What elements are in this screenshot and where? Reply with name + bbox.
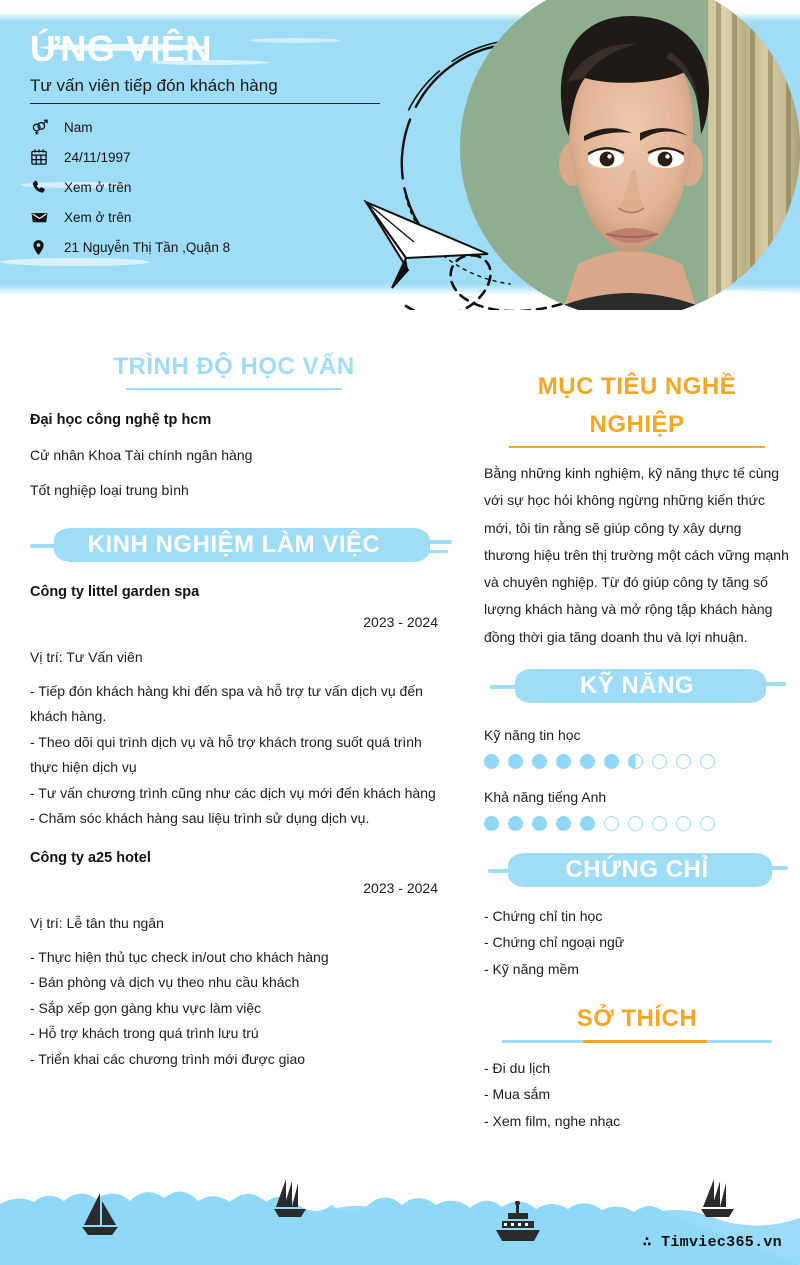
- bullet-item: - Tiếp đón khách hàng khi đến spa và hỗ trợ tư vấn dịch vụ đến khách hàng.: [30, 683, 423, 725]
- rating-dot: [652, 816, 667, 831]
- certificates-heading: CHỨNG CHỈ: [565, 856, 709, 884]
- education-line: Tốt nghiệp loại trung bình: [30, 482, 189, 498]
- rating-dot: [532, 816, 547, 831]
- rating-dot: [556, 754, 571, 769]
- phone-icon: [30, 179, 64, 196]
- bullet-item: - Sắp xếp gọn gàng khu vực làm việc: [30, 999, 262, 1016]
- bullet-item: - Hỗ trợ khách trong quá trình lưu trú: [30, 1025, 259, 1042]
- left-column: [0, 352, 468, 1072]
- experience-company: Công ty littel garden spa: [30, 584, 200, 600]
- hobbies-heading-underline: [502, 1040, 772, 1043]
- skills-heading: KỸ NĂNG: [579, 672, 695, 700]
- contact-value-address: 21 Nguyễn Thị Tần ,Quận 8: [64, 239, 231, 255]
- certificate-item: - Kỹ năng mềm: [484, 960, 579, 977]
- skill-rating-dots: [484, 754, 790, 769]
- rating-dot: [628, 816, 643, 831]
- section-skills: [484, 665, 790, 831]
- sailboat-icon: [78, 1191, 122, 1237]
- bullet-item: - Theo dõi qui trình dịch vụ và hỗ trợ khách trong suốt quá trình thực hiện dịch vụ: [30, 733, 422, 776]
- steamship-icon: [494, 1201, 544, 1245]
- contact-row-phone: [30, 172, 230, 202]
- rating-dot: [604, 754, 619, 769]
- contact-row-email: [30, 202, 230, 232]
- education-heading: TRÌNH ĐỘ HỌC VẤN: [113, 353, 355, 380]
- experience-item: [30, 584, 438, 832]
- hobbies-heading: SỞ THÍCH: [576, 1005, 698, 1033]
- certificates-list: [484, 903, 790, 982]
- contact-value-gender: Nam: [64, 119, 93, 135]
- rating-dot: [580, 816, 595, 831]
- rating-dot: [580, 754, 595, 769]
- section-hobbies: [484, 1004, 790, 1134]
- rating-dot: [604, 816, 619, 831]
- rating-dot: [676, 816, 691, 831]
- objective-heading-underline: [509, 446, 765, 448]
- experience-years: 2023 - 2024: [363, 879, 438, 896]
- objective-heading-line1: MỤC TIÊU NGHỀ: [537, 373, 737, 400]
- experience-bullets: [30, 945, 438, 1072]
- cv-footer: [0, 1155, 800, 1265]
- experience-position: Vị trí: Lễ tân thu ngân: [30, 914, 164, 931]
- experience-item: [30, 850, 438, 1072]
- hobby-item: - Mua sắm: [484, 1086, 551, 1103]
- rating-dot: [484, 816, 499, 831]
- rating-dot: [628, 754, 643, 769]
- bullet-item: - Thực hiện thủ tục check in/out cho khách hàng: [30, 948, 329, 965]
- rating-dot: [700, 816, 715, 831]
- experience-bullets: [30, 679, 438, 832]
- skills-heading-brush: [484, 665, 790, 707]
- contact-value-email: Xem ở trên: [64, 209, 132, 225]
- page-title: ỨNG VIÊN: [30, 28, 212, 69]
- bullet-item: - Chăm sóc khách hàng sau liệu trình sử dụng dịch vụ.: [30, 810, 370, 827]
- photo-portrait-illustration: [460, 0, 800, 310]
- skill-label: Kỹ năng tin học: [484, 727, 581, 744]
- sailboat-icon: [272, 1177, 312, 1219]
- certificates-heading-brush: [484, 849, 790, 891]
- cv-header: [0, 0, 800, 310]
- rating-dot: [532, 754, 547, 769]
- rating-dot: [484, 754, 499, 769]
- email-icon: [30, 208, 64, 227]
- hobbies-list: [484, 1055, 790, 1134]
- right-column: [468, 352, 800, 1134]
- location-icon: [30, 238, 64, 257]
- certificate-item: - Chứng chỉ tin học: [484, 908, 603, 925]
- candidate-photo: [460, 0, 800, 310]
- contact-row-address: [30, 232, 230, 262]
- section-education: [30, 352, 438, 498]
- objective-heading-line2: NGHIỆP: [589, 411, 685, 438]
- experience-heading-brush: [30, 524, 438, 566]
- skill-label: Khả năng tiếng Anh: [484, 789, 607, 806]
- watermark: ∴ Timviec365.vn: [642, 1234, 782, 1251]
- contact-value-phone: Xem ở trên: [64, 179, 132, 195]
- rating-dot: [676, 754, 691, 769]
- candidate-position-subtitle: Tư vấn viên tiếp đón khách hàng: [30, 76, 380, 104]
- education-school: Đại học công nghệ tp hcm: [30, 412, 212, 428]
- education-heading-underline: [126, 388, 342, 390]
- sailboat-icon: [698, 1177, 740, 1219]
- experience-company: Công ty a25 hotel: [30, 849, 151, 866]
- rating-dot: [508, 816, 523, 831]
- skill-rating-dots: [484, 816, 790, 831]
- section-certificates: [484, 849, 790, 982]
- experience-heading: KINH NGHIỆM LÀM VIỆC: [87, 531, 381, 558]
- bullet-item: - Bán phòng và dịch vụ theo nhu cầu khách: [30, 974, 300, 991]
- hobby-item: - Đi du lịch: [484, 1060, 551, 1077]
- contact-list: [30, 112, 230, 262]
- contact-value-birthdate: 24/11/1997: [64, 149, 131, 165]
- certificate-item: - Chứng chỉ ngoại ngữ: [484, 934, 625, 951]
- rating-dot: [700, 754, 715, 769]
- rating-dot: [508, 754, 523, 769]
- gender-icon: [30, 118, 64, 137]
- objective-text: Bằng những kinh nghiệm, kỹ năng thực tế cùng với sự học hỏi không ngừng những kiến thức mới, tôi tin rằng sẽ giúp công ty xây dựng thương hiệu trên thị trường một cách vững mạnh và chuyên nghiệp. Từ đó giúp công ty tăng số lượng khách hàng và mở rộng tập khách hàng đồng thời gia tăng doanh thu và lợi nhuận.: [484, 465, 789, 645]
- education-line: Cử nhân Khoa Tài chính ngân hàng: [30, 447, 253, 463]
- rating-dot: [556, 816, 571, 831]
- experience-years: 2023 - 2024: [363, 614, 438, 630]
- bullet-item: - Triển khai các chương trình mới được giao: [30, 1050, 306, 1067]
- bullet-item: - Tư vấn chương trình cũng như các dịch vụ mới đến khách hàng: [30, 784, 436, 801]
- contact-row-birthdate: [30, 142, 230, 172]
- contact-row-gender: [30, 112, 230, 142]
- section-experience: [30, 524, 438, 1072]
- experience-position: Vị trí: Tư Vấn viên: [30, 649, 143, 665]
- calendar-icon: [30, 148, 64, 166]
- hobby-item: - Xem film, nghe nhạc: [484, 1112, 621, 1129]
- brush-wisp: [250, 38, 340, 43]
- section-objective: [484, 372, 790, 651]
- rating-dot: [652, 754, 667, 769]
